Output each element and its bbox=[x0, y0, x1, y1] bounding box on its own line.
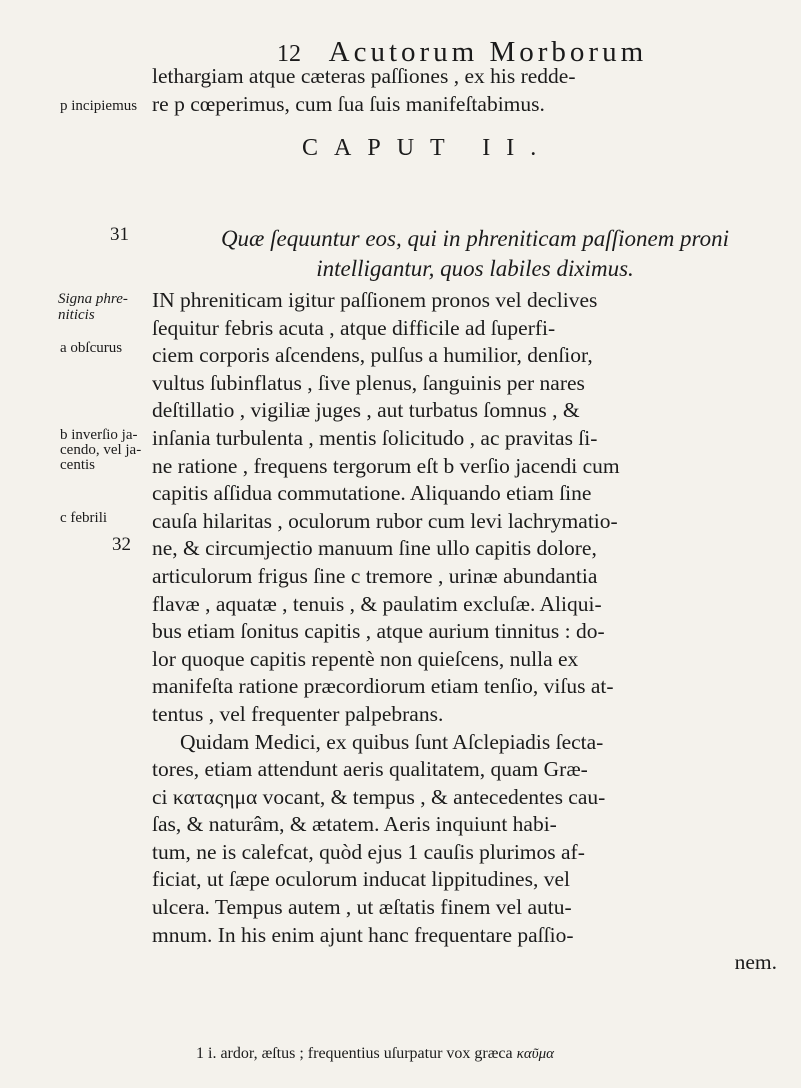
margin-note-p: p incipiemus bbox=[60, 98, 138, 114]
text-line: ficiat, ut ſæpe oculorum inducat lippitudines, vel bbox=[152, 867, 570, 892]
text-line: capitis aſſidua commutatione. Aliquando etiam ſine bbox=[152, 481, 592, 506]
summary-line: Quæ ſequuntur eos, qui in phreniticam paſſionem proni bbox=[220, 226, 730, 251]
text-line: cauſa hilaritas , oculorum rubor cum levi lachrymatio- bbox=[152, 508, 618, 533]
intro-paragraph bbox=[152, 63, 777, 118]
text-line: ulcera. Tempus autem , ut æſtatis finem vel autu- bbox=[152, 895, 572, 920]
margin-note-signa-1: Signa phre- bbox=[58, 291, 128, 307]
text-line: Quidam Medici, ex quibus ſunt Aſclepiadis ſecta- bbox=[180, 729, 604, 754]
margin-note-b-3: centis bbox=[60, 457, 95, 473]
text-line: ci καταςημα vocant, & tempus , & antecedentes cau- bbox=[152, 784, 606, 809]
body-text bbox=[152, 287, 777, 977]
footnote-greek: καῦμα bbox=[516, 1046, 554, 1062]
text-line: flavæ , aquatæ , tenuis , & paulatim excluſæ. Aliqui- bbox=[152, 591, 602, 616]
text-line: lor quoque capitis repentè non quieſcens, nulla ex bbox=[152, 646, 579, 671]
text-line: re p cœperimus, cum ſua ſuis manifeſtabimus. bbox=[152, 91, 545, 116]
text-line: manifeſta ratione præcordiorum etiam tenſio, viſus at- bbox=[152, 674, 614, 699]
text-line: articulorum frigus ſine c tremore , urinæ abundantia bbox=[152, 563, 598, 588]
text-line: tentus , vel frequenter palpebrans. bbox=[152, 701, 444, 726]
chapter-heading: CAPUT II. bbox=[302, 135, 553, 161]
footnote-text: i. ardor, æſtus ; frequentius uſurpatur vox græca bbox=[208, 1045, 513, 1062]
text-line: ciem corporis aſcendens, pulſus a humilior, denſior, bbox=[152, 343, 593, 368]
text-line: ſequitur febris acuta , atque difficile ad ſuperfi- bbox=[152, 315, 556, 340]
margin-note-b-2: cendo, vel ja- bbox=[60, 442, 142, 458]
footnote-marker: 1 bbox=[196, 1045, 204, 1062]
text-line: deſtillatio , vigiliæ juges , aut turbatus ſomnus , & bbox=[152, 398, 580, 423]
margin-note-c: c febrili bbox=[60, 510, 108, 526]
summary-line: intelligantur, quos labiles diximus. bbox=[316, 256, 634, 281]
margin-note-b-1: b inverſio ja- bbox=[60, 427, 138, 443]
running-title: Acutorum Morborum bbox=[328, 36, 648, 68]
text-line: ne, & circumjectio manuum ſine ullo capitis dolore, bbox=[152, 536, 597, 561]
text-line: lethargiam atque cæteras paſſiones , ex his redde- bbox=[152, 64, 576, 88]
text-line: tum, ne is calefcat, quòd ejus 1 cauſis plurimos af- bbox=[152, 839, 585, 864]
margin-note-a: a obſcurus bbox=[60, 340, 123, 356]
text-line: IN phreniticam igitur paſſionem pronos vel declives bbox=[152, 288, 598, 312]
text-line: ne ratione , frequens tergorum eſt b verſio jacendi cum bbox=[152, 453, 620, 478]
chapter-summary bbox=[185, 224, 765, 284]
text-line: ſas, & naturâm, & ætatem. Aeris inquiunt habi- bbox=[152, 812, 557, 837]
text-line: mnum. In his enim ajunt hanc frequentare paſſio- bbox=[152, 922, 574, 947]
text-line: bus etiam ſonitus capitis , atque aurium tinnitus : do- bbox=[152, 619, 605, 644]
footnote bbox=[196, 1045, 554, 1063]
text-line: tores, etiam attendunt aeris qualitatem, quam Græ- bbox=[152, 757, 588, 782]
section-number-32: 32 bbox=[112, 534, 131, 555]
text-line: inſania turbulenta , mentis ſolicitudo , ac pravitas ſi- bbox=[152, 425, 598, 450]
text-line: vultus ſubinflatus , ſive plenus, ſanguinis per nares bbox=[152, 370, 585, 395]
section-number-31: 31 bbox=[110, 224, 129, 245]
text-line: nem. bbox=[734, 950, 777, 975]
margin-note-signa-2: niticis bbox=[58, 307, 95, 323]
page-number: 12 bbox=[277, 41, 301, 67]
